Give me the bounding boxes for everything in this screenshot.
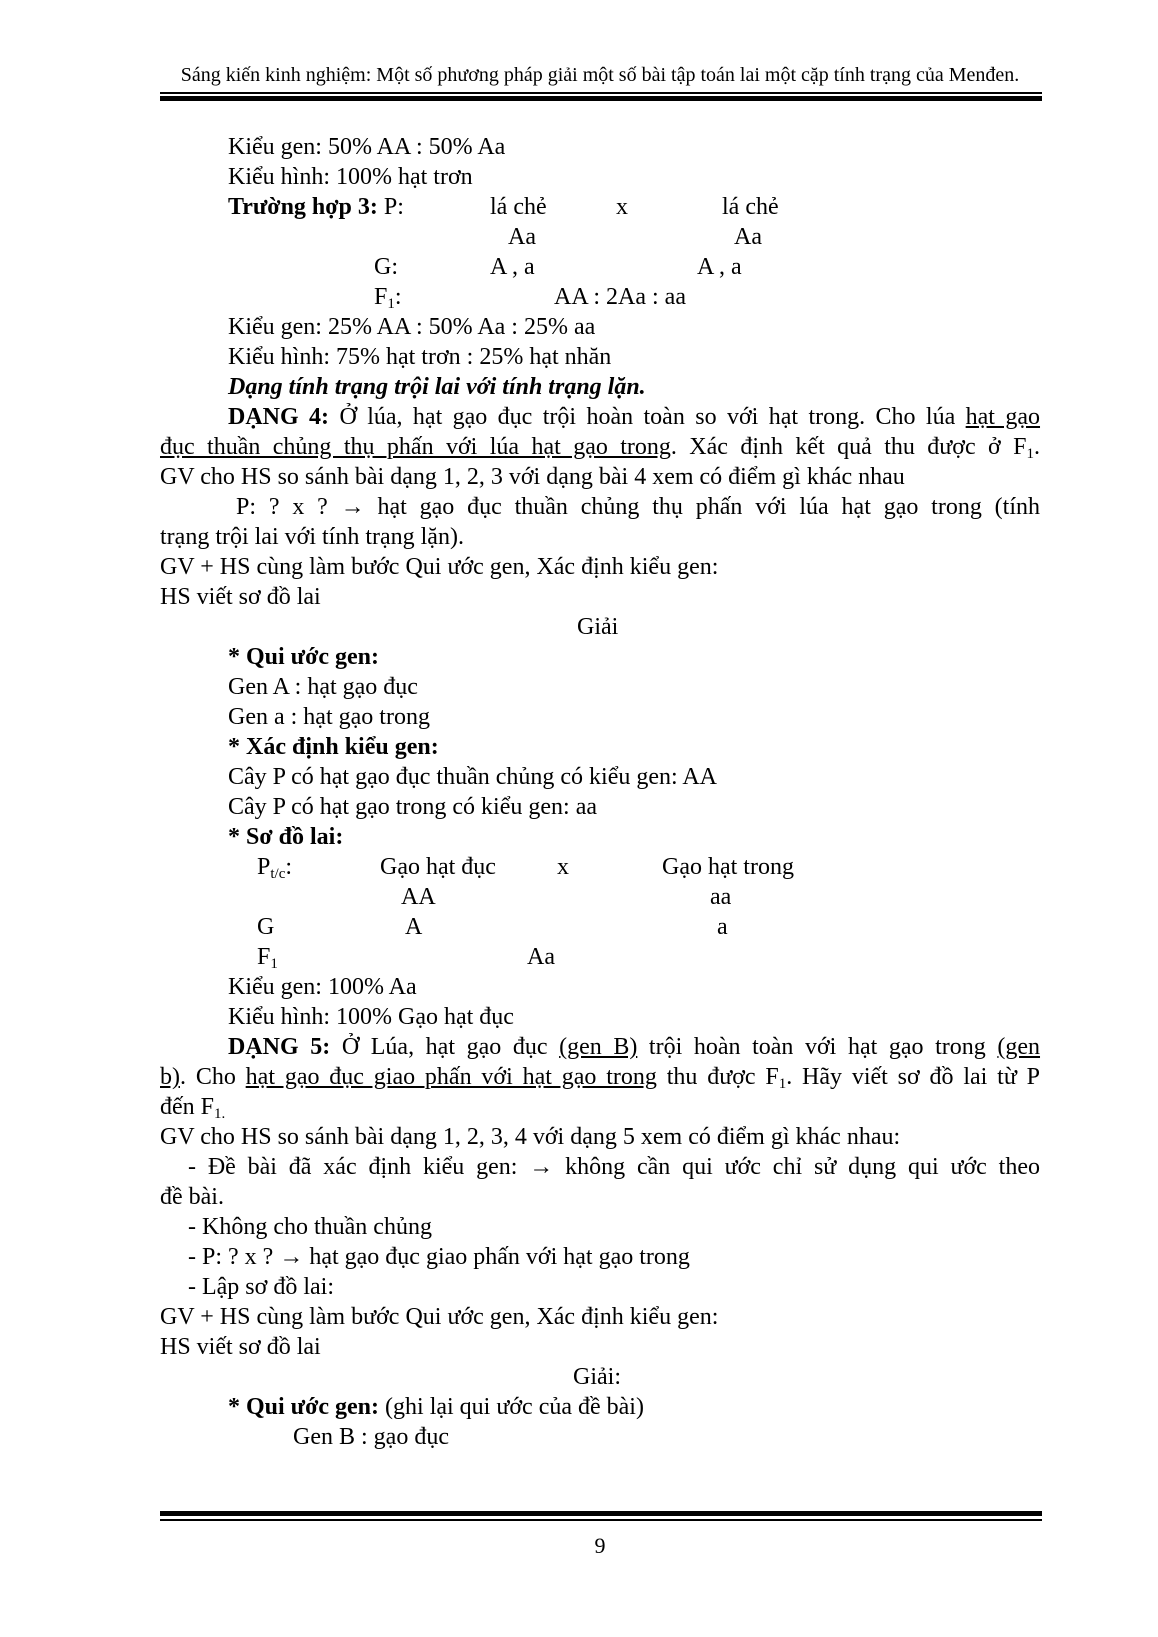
- case3-parent1: lá chẻ: [490, 194, 547, 220]
- dang5-bullet4: - Lập sơ đồ lai:: [188, 1274, 334, 1300]
- case3-gamete2: A , a: [697, 254, 742, 280]
- dang5-gen-B: Gen B : gạo đục: [293, 1424, 449, 1450]
- dang4-cay2: Cây P có hạt gạo trong có kiểu gen: aa: [228, 794, 597, 820]
- dang4-gamete2: a: [717, 914, 728, 940]
- dang4-giai: Giải: [577, 614, 619, 640]
- dang4-gen-a: Gen a : hạt gạo trong: [228, 704, 430, 730]
- footer-rule-thin: [160, 1519, 1042, 1521]
- case3-heading: Trường hợp 3: P:: [228, 194, 404, 220]
- case3-gamete1: A , a: [490, 254, 535, 280]
- case3-genotype1: Aa: [508, 224, 536, 250]
- footer-rule-thick: [160, 1511, 1042, 1516]
- dang5-giai: Giải:: [573, 1364, 621, 1390]
- dang5-line4: GV cho HS so sánh bài dạng 1, 2, 3, 4 với dạng 5 xem có điểm gì khác nhau:: [160, 1124, 901, 1150]
- dang4-genotype1: AA: [401, 884, 436, 910]
- case3-parent2: lá chẻ: [722, 194, 779, 220]
- dang4-f1-value: Aa: [527, 944, 555, 970]
- prev-kieu-gen: Kiểu gen: 50% AA : 50% Aa: [228, 134, 506, 160]
- dang4-kieu-gen: Kiểu gen: 100% Aa: [228, 974, 417, 1000]
- dang5-bullet1: - Đề bài đã xác định kiểu gen: → không cần qui ước chỉ sử dụng qui ước theo: [188, 1154, 1040, 1180]
- dang5-bullet2: - Không cho thuần chủng: [188, 1214, 432, 1240]
- dang4-line3: GV cho HS so sánh bài dạng 1, 2, 3 với dạng bài 4 xem có điểm gì khác nhau: [160, 464, 905, 490]
- dang4-parent2: Gạo hạt trong: [662, 854, 794, 880]
- case3-gamete-label: G:: [374, 254, 398, 280]
- page-number: 9: [594, 1533, 606, 1558]
- dang5-qui-uoc-heading: * Qui ước gen: (ghi lại qui ước của đề bài): [228, 1394, 644, 1420]
- prev-kieu-hinh: Kiểu hình: 100% hạt trơn: [228, 164, 473, 190]
- dang4-genotype2: aa: [710, 884, 732, 910]
- dang5-bullet1-cont: đề bài.: [160, 1184, 224, 1210]
- dang4-xac-dinh-heading: * Xác định kiểu gen:: [228, 734, 439, 760]
- dang4-cay1: Cây P có hạt gạo đục thuần chủng có kiểu gen: AA: [228, 764, 717, 790]
- arrow-right-icon: →: [529, 1154, 554, 1180]
- dang4-parent1: Gạo hạt đục: [380, 854, 496, 880]
- dang4-p-label: $P_{t/c}$:: [257, 854, 293, 882]
- dang4-line5: trạng trội lai với tính trạng lặn).: [160, 524, 464, 550]
- case3-kieu-hinh: Kiểu hình: 75% hạt trơn : 25% hạt nhăn: [228, 344, 612, 370]
- dang5-line2: b). Cho hạt gạo đục giao phấn với hạt gạo trong thu được $F_1$. Hãy viết sơ đồ lai từ P: [160, 1064, 1041, 1092]
- dang4-line4: P: ? x ? → hạt gạo đục thuần chủng thụ phấn với lúa hạt gạo trong (tính: [236, 494, 1040, 520]
- dang4-line6: GV + HS cùng làm bước Qui ước gen, Xác định kiểu gen:: [160, 554, 719, 580]
- dang4-gamete-label: G: [257, 914, 275, 940]
- case3-f1-value: AA : 2Aa : aa: [554, 284, 686, 310]
- case3-f1-label: $F_1$:: [374, 284, 402, 312]
- dang4-so-do-heading: * Sơ đồ lai:: [228, 824, 344, 850]
- dang5-line7: HS viết sơ đồ lai: [160, 1334, 321, 1360]
- dang4-line1: DẠNG 4: Ở lúa, hạt gạo đục trội hoàn toàn so với hạt trong. Cho lúa hạt gạo: [228, 404, 1041, 430]
- dang4-line7: HS viết sơ đồ lai: [160, 584, 321, 610]
- case3-genotype2: Aa: [734, 224, 762, 250]
- dang4-gen-A: Gen A : hạt gạo đục: [228, 674, 418, 700]
- page-header: Sáng kiến kinh nghiệm: Một số phương pháp giải một số bài tập toán lai một cặp tính trạng của Menđen.: [180, 64, 1020, 86]
- arrow-right-icon: →: [340, 494, 365, 520]
- dang4-f1-label: $F_1$: [257, 944, 278, 972]
- dang4-qui-uoc-heading: * Qui ước gen:: [228, 644, 380, 670]
- dang4-line2: đục thuần chủng thụ phấn với lúa hạt gạo trong. Xác định kết quả thu được ở $F_1$.: [160, 434, 1040, 462]
- dang4-gamete1: A: [405, 914, 423, 940]
- type-heading: Dạng tính trạng trội lai với tính trạng lặn.: [228, 374, 646, 400]
- dang5-line6: GV + HS cùng làm bước Qui ước gen, Xác định kiểu gen:: [160, 1304, 719, 1330]
- dang5-line3: đến $F_{1.}$: [160, 1094, 226, 1122]
- case3-kieu-gen: Kiểu gen: 25% AA : 50% Aa : 25% aa: [228, 314, 596, 340]
- header-rule-thin: [160, 92, 1042, 94]
- header-rule-thick: [160, 96, 1042, 101]
- dang5-bullet3: - P: ? x ? → hạt gạo đục giao phấn với hạt gạo trong: [188, 1244, 690, 1270]
- arrow-right-icon: →: [279, 1244, 304, 1270]
- dang5-line1: DẠNG 5: Ở Lúa, hạt gạo đục (gen B) trội hoàn toàn với hạt gạo trong (gen: [228, 1034, 1041, 1060]
- dang4-cross: x: [557, 854, 569, 880]
- dang4-kieu-hinh: Kiểu hình: 100% Gạo hạt đục: [228, 1004, 514, 1030]
- case3-cross: x: [616, 194, 628, 220]
